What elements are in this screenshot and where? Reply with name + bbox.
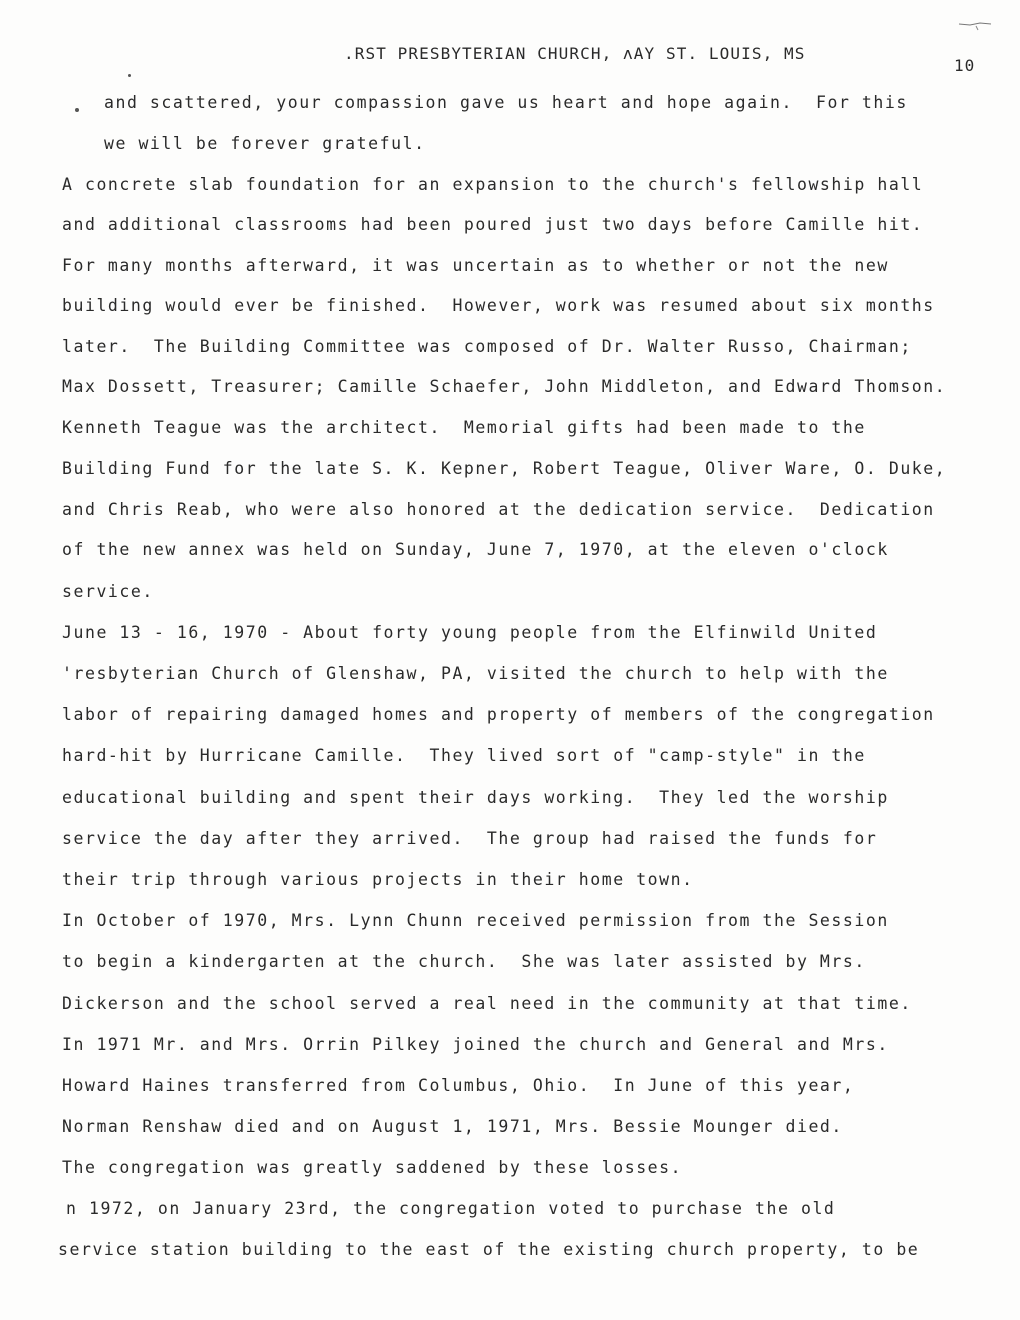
text-line: hard-hit by Hurricane Camille. They lived sort of "camp-style" in the (62, 746, 866, 765)
text-line: Building Fund for the late S. K. Kepner, Robert Teague, Oliver Ware, O. Duke, (62, 459, 947, 478)
text-line: their trip through various projects in their home town. (62, 870, 694, 889)
stray-mark (128, 74, 131, 77)
text-line: A concrete slab foundation for an expansion to the church's fellowship hall (62, 175, 924, 194)
text-line: service. (62, 582, 154, 601)
text-line: to begin a kindergarten at the church. She was later assisted by Mrs. (62, 952, 866, 971)
text-line: later. The Building Committee was composed of Dr. Walter Russo, Chairman; (62, 337, 912, 356)
text-line: 'resbyterian Church of Glenshaw, PA, visited the church to help with the (62, 664, 889, 683)
text-line: and scattered, your compassion gave us heart and hope again. For this (104, 93, 908, 112)
text-line: and additional classrooms had been poured just two days before Camille hit. (62, 215, 924, 234)
text-line: For many months afterward, it was uncertain as to whether or not the new (62, 256, 889, 275)
bullet-mark (75, 108, 79, 112)
page-header: .RST PRESBYTERIAN CHURCH, ʌAY ST. LOUIS, MS (344, 44, 806, 63)
text-line: n 1972, on January 23rd, the congregation voted to purchase the old (66, 1199, 836, 1218)
page-number: 10 (954, 56, 976, 75)
text-line: service the day after they arrived. The group had raised the funds for (62, 829, 878, 848)
text-line: we will be forever grateful. (104, 134, 426, 153)
text-line: Max Dossett, Treasurer; Camille Schaefer, John Middleton, and Edward Thomson. (62, 377, 947, 396)
text-line: The congregation was greatly saddened by these losses. (62, 1158, 683, 1177)
text-line: building would ever be finished. However, work was resumed about six months (62, 296, 935, 315)
text-line: Norman Renshaw died and on August 1, 1971, Mrs. Bessie Mounger died. (62, 1117, 843, 1136)
text-line: In October of 1970, Mrs. Lynn Chunn received permission from the Session (62, 911, 889, 930)
text-line: labor of repairing damaged homes and property of members of the congregation (62, 705, 935, 724)
text-line: In 1971 Mr. and Mrs. Orrin Pilkey joined the church and General and Mrs. (62, 1035, 889, 1054)
text-line: Kenneth Teague was the architect. Memorial gifts had been made to the (62, 418, 866, 437)
text-line: educational building and spent their days working. They led the worship (62, 788, 889, 807)
text-line: service station building to the east of the existing church property, to be (58, 1240, 920, 1259)
stray-pen-mark (958, 20, 992, 32)
text-line: and Chris Reab, who were also honored at the dedication service. Dedication (62, 500, 935, 519)
text-line: Howard Haines transferred from Columbus, Ohio. In June of this year, (62, 1076, 855, 1095)
text-line: June 13 - 16, 1970 - About forty young people from the Elfinwild United (62, 623, 878, 642)
text-line: of the new annex was held on Sunday, June 7, 1970, at the eleven o'clock (62, 540, 889, 559)
text-line: Dickerson and the school served a real need in the community at that time. (62, 994, 912, 1013)
